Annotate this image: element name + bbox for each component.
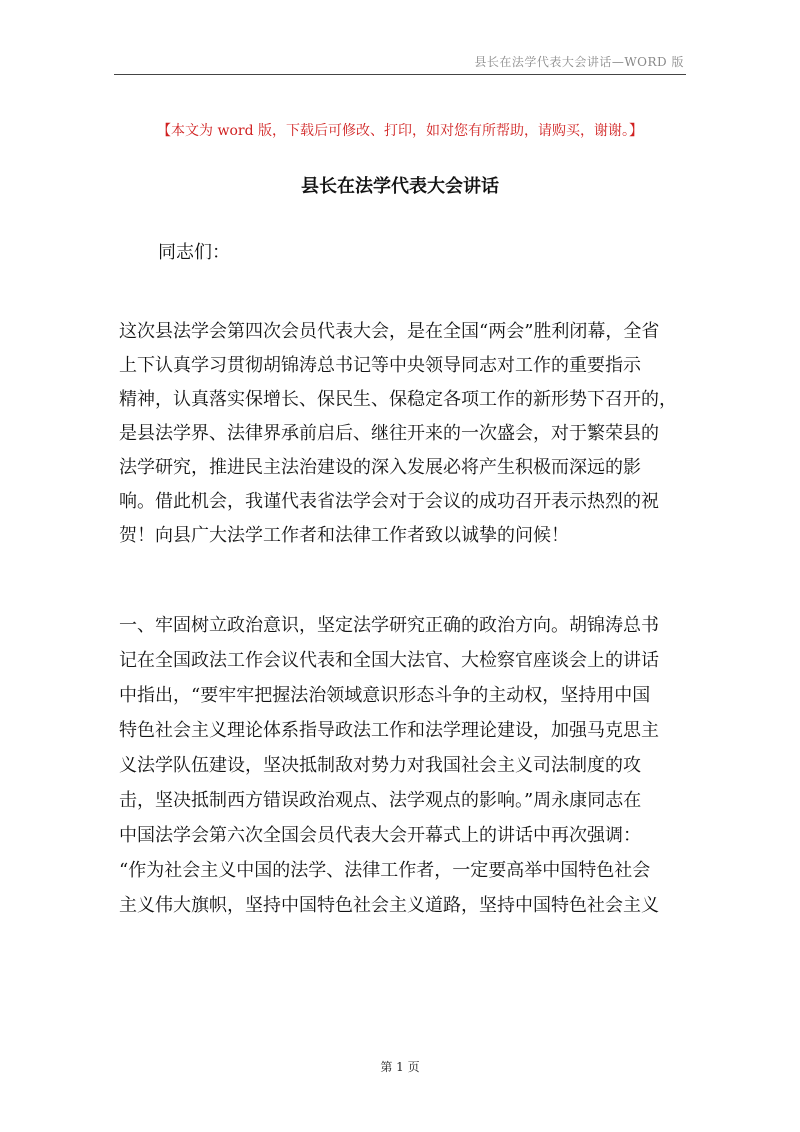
page-number: 第 1 页 bbox=[380, 1060, 420, 1074]
paragraph-line: 是县法学界、法律界承前启后、继往开来的一次盛会，对于繁荣县的 bbox=[119, 423, 659, 444]
salutation: 同志们： bbox=[158, 242, 230, 263]
paragraph-line: 中指出，“要牢牢把握法治领域意识形态斗争的主动权，坚持用中国 bbox=[119, 685, 651, 706]
running-header: 县长在法学代表大会讲话—WORD 版 bbox=[474, 55, 684, 69]
paragraph-line: 这次县法学会第四次会员代表大会，是在全国“两会”胜利闭幕，全省 bbox=[119, 321, 660, 342]
paragraph-line: 响。借此机会，我谨代表省法学会对于会议的成功召开表示热烈的祝 bbox=[119, 491, 659, 512]
header-divider bbox=[114, 74, 686, 75]
paragraph-line: 精神，认真落实保增长、保民生、保稳定各项工作的新形势下召开的， bbox=[119, 389, 677, 410]
paragraph-line: 特色社会主义理论体系指导政法工作和法学理论建设，加强马克思主 bbox=[119, 720, 659, 741]
paragraph-line: 法学研究，推进民主法治建设的深入发展必将产生积极而深远的影 bbox=[119, 457, 641, 478]
paragraph-line: 贺！向县广大法学工作者和法律工作者致以诚挚的问候！ bbox=[119, 525, 569, 546]
paragraph-line: 中国法学会第六次全国会员代表大会开幕式上的讲话中再次强调： bbox=[119, 825, 641, 846]
download-notice: 【本文为 word 版，下载后可修改、打印，如对您有所帮助，请购买，谢谢。】 bbox=[157, 123, 643, 139]
paragraph-line: 主义伟大旗帜，坚持中国特色社会主义道路，坚持中国特色社会主义 bbox=[119, 895, 659, 916]
paragraph-line: 记在全国政法工作会议代表和全国大法官、大检察官座谈会上的讲话 bbox=[119, 650, 659, 671]
paragraph-line: 义法学队伍建设，坚决抵制敌对势力对我国社会主义司法制度的攻 bbox=[119, 755, 641, 776]
paragraph-line: 一、牢固树立政治意识，坚定法学研究正确的政治方向。胡锦涛总书 bbox=[119, 615, 659, 636]
paragraph-line: 击，坚决抵制西方错误政治观点、法学观点的影响。”周永康同志在 bbox=[119, 790, 642, 811]
paragraph-line: “作为社会主义中国的法学、法律工作者，一定要高举中国特色社会 bbox=[119, 860, 651, 881]
document-title: 县长在法学代表大会讲话 bbox=[301, 176, 499, 197]
paragraph-line: 上下认真学习贯彻胡锦涛总书记等中央领导同志对工作的重要指示 bbox=[119, 355, 641, 376]
